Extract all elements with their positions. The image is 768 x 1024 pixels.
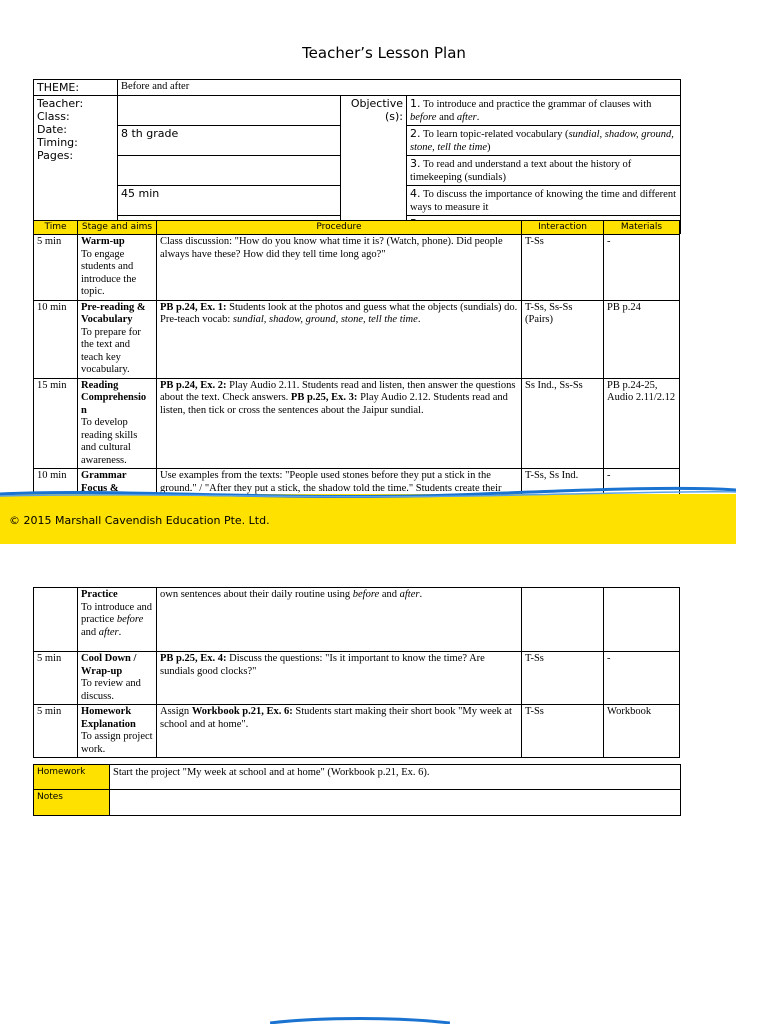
objective-4: 4. To discuss the importance of knowing the time and different ways to measure it (407, 186, 681, 216)
homework-notes-table (33, 764, 681, 816)
info-labels (34, 96, 118, 234)
row-interaction: T-Ss (522, 705, 604, 758)
row-materials: Workbook (604, 705, 680, 758)
table-row (34, 378, 680, 469)
procedure-table (33, 220, 680, 498)
objective-2: 2. To learn topic-related vocabulary (sundial, shadow, ground, stone, tell the time) (407, 126, 681, 156)
col-interaction: Interaction (522, 221, 604, 235)
timing-label: Timing: (37, 136, 78, 149)
homework-text: Start the project "My week at school and at home" (Workbook p.21, Ex. 6). (110, 765, 681, 790)
copyright-footer: © 2015 Marshall Cavendish Education Pte. Ltd. (9, 514, 270, 527)
pages-label: Pages: (37, 149, 74, 162)
col-procedure: Procedure (157, 221, 522, 235)
row-interaction (522, 588, 604, 652)
row-stage: Warm-up To engage students and introduce the topic. (78, 235, 157, 301)
row-time: 15 min (34, 378, 78, 469)
timing-value: 45 min (118, 186, 341, 216)
grade-value: 8 th grade (118, 126, 341, 156)
table-row (34, 235, 680, 301)
row-procedure: Assign Workbook p.21, Ex. 6: Students start making their short book "My week at school and at home". (157, 705, 522, 758)
row-procedure: PB p.25, Ex. 4: Discuss the questions: "Is it important to know the time? Are sundials good clocks?" (157, 652, 522, 705)
row-time: 5 min (34, 652, 78, 705)
table-row (34, 705, 680, 758)
row-materials: - (604, 652, 680, 705)
teacher-value (118, 96, 341, 126)
date-label: Date: (37, 123, 67, 136)
row-interaction: Ss Ind., Ss-Ss (522, 378, 604, 469)
row-time: 5 min (34, 705, 78, 758)
objective-3: 3. To read and understand a text about the history of timekeeping (sundials) (407, 156, 681, 186)
row-interaction: T-Ss (522, 652, 604, 705)
notes-label: Notes (34, 790, 110, 816)
row-materials (604, 588, 680, 652)
bottom-wave-decoration (270, 1016, 450, 1024)
procedure-table-page1 (33, 220, 680, 498)
row-materials: - (604, 469, 680, 499)
theme-value: Before and after (118, 80, 681, 96)
objective-label: Objective (s): (341, 96, 407, 234)
row-materials: PB p.24-25, Audio 2.11/2.12 (604, 378, 680, 469)
row-stage: Homework Explanation To assign project work. (78, 705, 157, 758)
col-time: Time (34, 221, 78, 235)
objective-1: 1. To introduce and practice the grammar of clauses with before and after. (407, 96, 681, 126)
row-procedure: PB p.24, Ex. 2: Play Audio 2.11. Students read and listen, then answer the questions about the text. Check answers. PB p.25, Ex. 3: Play Audio 2.12. Students read and listen, then tick or cross the sentences about the Jaipur sundial. (157, 378, 522, 469)
procedure-table-page2 (33, 587, 680, 758)
row-time: 10 min (34, 300, 78, 378)
row-interaction: T-Ss, Ss Ind. (522, 469, 604, 499)
row-procedure: own sentences about their daily routine using before and after. (157, 588, 522, 652)
row-stage: Reading Comprehensio n To develop reading skills and cultural awareness. (78, 378, 157, 469)
row-stage: Grammar Focus & (78, 469, 157, 499)
procedure-table-continued (33, 587, 680, 758)
page-title: Teacher’s Lesson Plan (302, 44, 466, 62)
class-label: Class: (37, 110, 70, 123)
date-value (118, 156, 341, 186)
table-row (34, 588, 680, 652)
row-stage: Cool Down / Wrap-up To review and discuss. (78, 652, 157, 705)
row-procedure: Use examples from the texts: "People used stones before they put a stick in the ground." / "After they put a stick, the shadow told the time." Students create their (157, 469, 522, 499)
row-stage: Practice To introduce and practice before and after. (78, 588, 157, 652)
col-materials: Materials (604, 221, 680, 235)
teacher-label: Teacher: (37, 97, 84, 110)
row-time: 5 min (34, 235, 78, 301)
table-row (34, 652, 680, 705)
row-interaction: T-Ss (522, 235, 604, 301)
row-time (34, 588, 78, 652)
row-time: 10 min (34, 469, 78, 499)
row-procedure: PB p.24, Ex. 1: Students look at the photos and guess what the objects (sundials) do. Pre-teach vocab: sundial, shadow, ground, stone, tell the time. (157, 300, 522, 378)
col-stage: Stage and aims (78, 221, 157, 235)
notes-text (110, 790, 681, 816)
row-procedure: Class discussion: "How do you know what time it is? (Watch, phone). Did people always have these? How did they tell time long ago?" (157, 235, 522, 301)
row-stage: Pre-reading & Vocabulary To prepare for the text and teach key vocabulary. (78, 300, 157, 378)
theme-label: THEME: (34, 80, 118, 96)
lesson-info-table (33, 79, 681, 234)
homework-label: Homework (34, 765, 110, 790)
row-materials: - (604, 235, 680, 301)
row-materials: PB p.24 (604, 300, 680, 378)
wave-decoration (0, 484, 736, 500)
table-row (34, 300, 680, 378)
row-interaction: T-Ss, Ss-Ss (Pairs) (522, 300, 604, 378)
